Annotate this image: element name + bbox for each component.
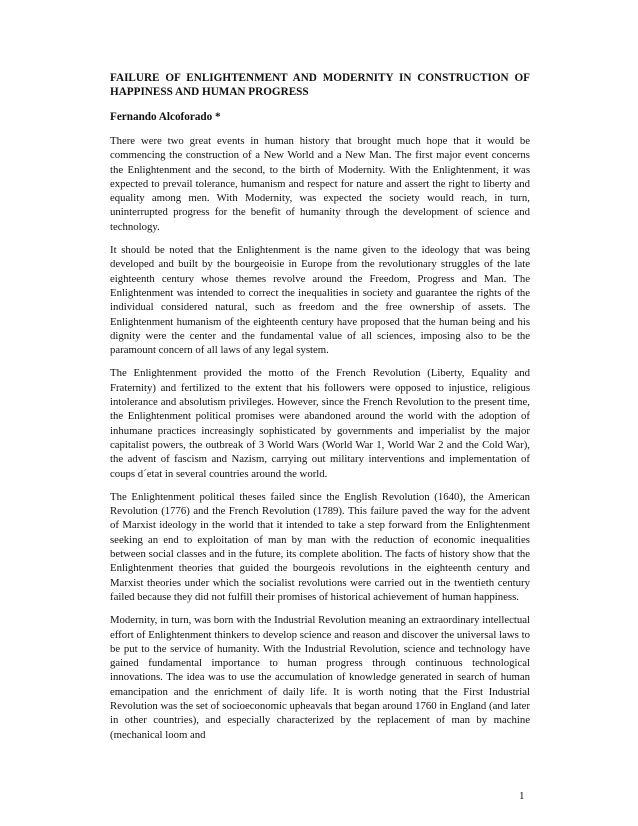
document-page (110, 71, 530, 751)
paragraph-2: It should be noted that the Enlightenment is the name given to the ideology that was being developed and built by the bourgeoisie in Europe from the revolutionary struggles of the late eighteenth century whose themes revolve around the Freedom, Progress and Man. The Enlightenment was intended to correct the inequalities in society and guarantee the rights of the individual considered natural, such as freedom and the free ownership of assets. The Enlightenment humanism of the eighteenth century have proposed that the human being and his dignity were the center and the fundamental value of all sciences, imposing also to be the paramount concern of all laws of any legal system. (110, 244, 530, 357)
paragraph-3: The Enlightenment provided the motto of the French Revolution (Liberty, Equality and Fraternity) and fertilized to the extent that his followers were opposed to injustice, religious intolerance and absolutism privileges. However, since the French Revolution to the present time, the Enlightenment political promises were abandoned around the world with the adoption of inhumane practices increasingly sophisticated by governments and imperialist by the major capitalist powers, the outbreak of 3 World Wars (World War 1, World War 2 and the Cold War), the advent of fascism and Nazism, carrying out military interventions and implementation of coups d´etat in several countries around the world. (110, 367, 530, 480)
paragraph-1: There were two great events in human history that brought much hope that it would be commencing the construction of a New World and a New Man. The first major event concerns the Enlightenment and the second, to the birth of Modernity. With the Enlightenment, it was expected to prevail tolerance, humanism and respect for nature and assert the right to liberty and equality among men. With Modernity, was expected the society would reach, in turn, uninterrupted progress for the benefit of humanity through the development of science and technology. (110, 135, 530, 233)
author-name: Fernando Alcoforado * (110, 111, 221, 123)
paragraph-5: Modernity, in turn, was born with the Industrial Revolution meaning an extraordinary intellectual effort of Enlightenment thinkers to develop science and reason and discover the universal laws to be put to the service of humanity. With the Industrial Revolution, science and technology have gained fundamental importance to human progress through continuous technological innovations. The idea was to use the accumulation of knowledge generated in search of human emancipation and the enrichment of daily life. It is worth noting that the First Industrial Revolution was the set of socioeconomic upheavals that began around 1760 in England (and later in other countries), and especially characterized by the replacement of man by machine (mechanical loom and (110, 614, 530, 741)
page-number: 1 (519, 790, 525, 802)
document-title: FAILURE OF ENLIGHTENMENT AND MODERNITY IN CONSTRUCTION OF HAPPINESS AND HUMAN PROGRESS (110, 72, 530, 98)
paragraph-4: The Enlightenment political theses failed since the English Revolution (1640), the American Revolution (1776) and the French Revolution (1789). This failure paved the way for the advent of Marxist ideology in the world that it intended to take a step forward from the Enlightenment seeking an end to exploitation of man by man with the reduction of economic inequalities between social classes and in the future, its complete abolition. The facts of history show that the Enlightenment theories that guided the bourgeois revolutions in the eighteenth century and Marxist theories under which the socialist revolutions were carried out in the twentieth century failed because they did not fulfill their promises of historical achievement of human happiness. (110, 490, 530, 603)
